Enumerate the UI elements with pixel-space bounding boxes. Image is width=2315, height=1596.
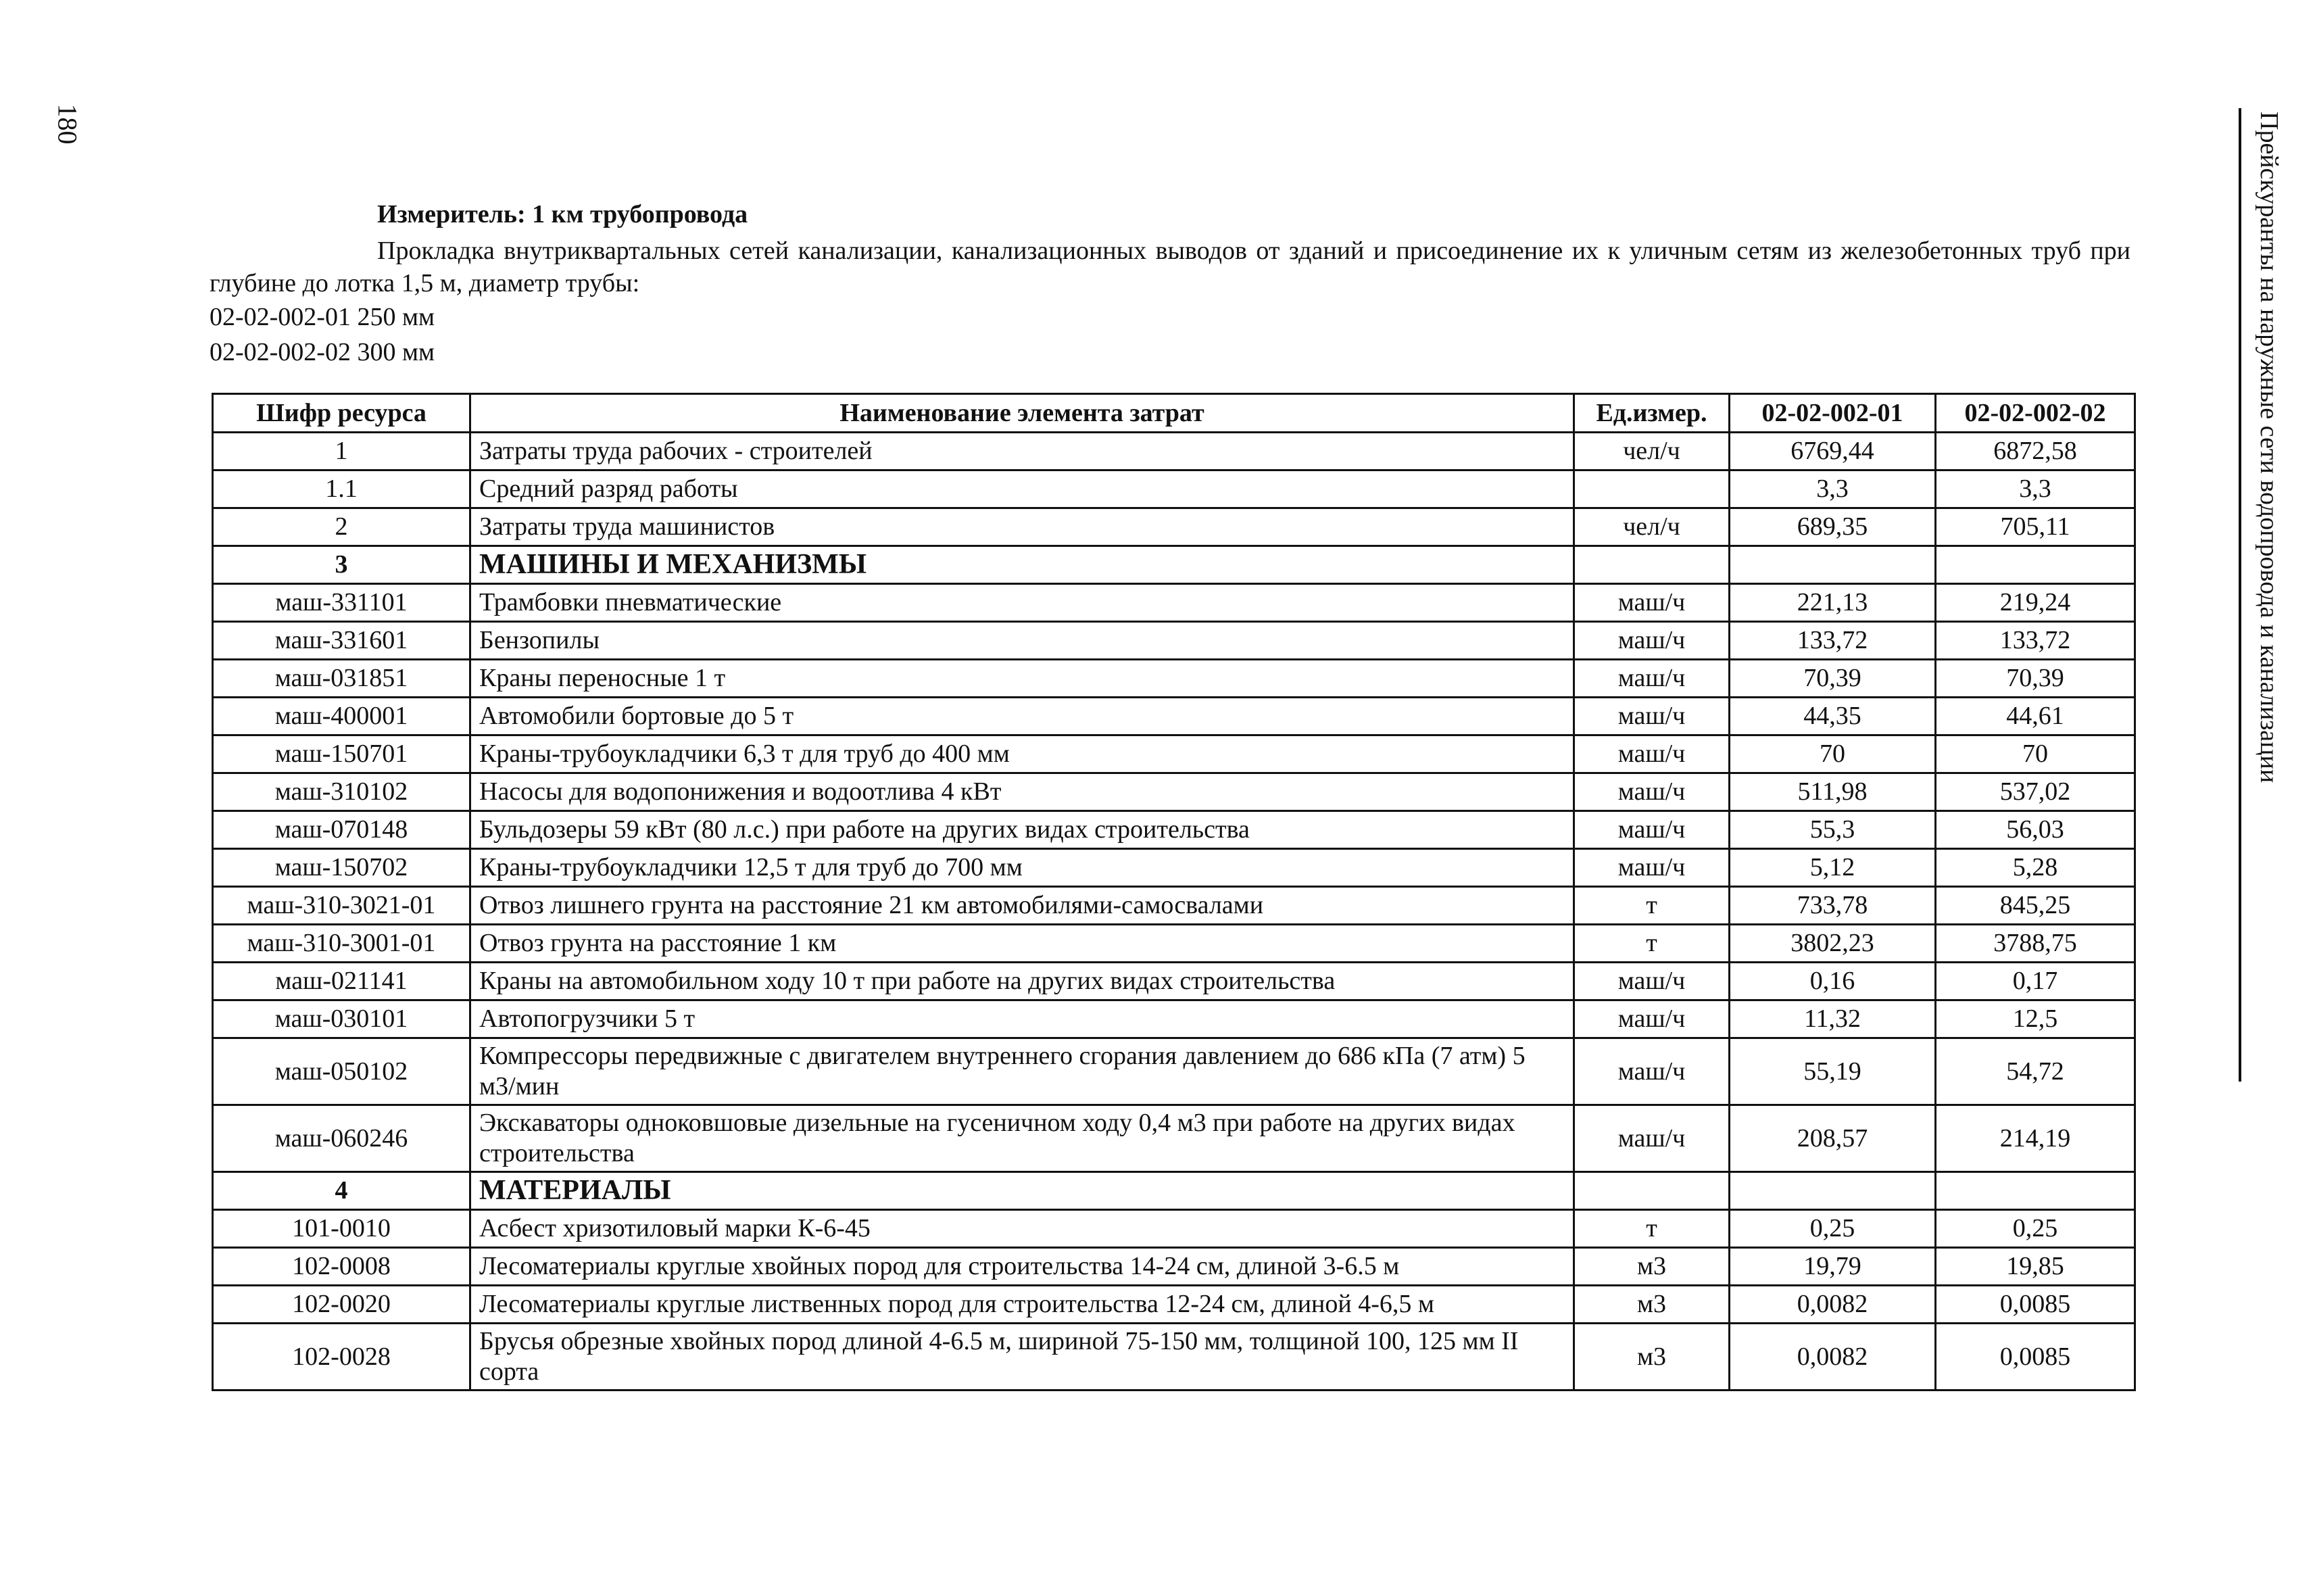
cell-code: маш-060246 <box>213 1105 470 1172</box>
cell-value-1: 208,57 <box>1730 1105 1936 1172</box>
cell-name: Трамбовки пневматические <box>470 584 1574 622</box>
cell-code: маш-150701 <box>213 735 470 773</box>
table-row <box>213 849 2135 887</box>
cell-code: 2 <box>213 508 470 546</box>
cell-value-2: 214,19 <box>1936 1105 2135 1172</box>
cell-value-1: 0,16 <box>1730 963 1936 1000</box>
cell-code: маш-331601 <box>213 622 470 660</box>
table-row <box>213 1286 2135 1324</box>
cell-code: 1 <box>213 433 470 470</box>
cell-value-2: 70,39 <box>1936 660 2135 698</box>
cell-unit: маш/ч <box>1574 1105 1730 1172</box>
cell-name: Затраты труда машинистов <box>470 508 1574 546</box>
cell-code: 1.1 <box>213 470 470 508</box>
cell-name: Краны-трубоукладчики 6,3 т для труб до 400 мм <box>470 735 1574 773</box>
table-row <box>213 660 2135 698</box>
table-row <box>213 584 2135 622</box>
table-row <box>213 470 2135 508</box>
cell-value-2: 19,85 <box>1936 1248 2135 1286</box>
cell-code: 101-0010 <box>213 1210 470 1248</box>
cell-code: маш-400001 <box>213 698 470 735</box>
cell-value-1: 55,19 <box>1730 1038 1936 1105</box>
cell-value-1: 511,98 <box>1730 773 1936 811</box>
cell-unit: маш/ч <box>1574 735 1730 773</box>
cell-unit: т <box>1574 887 1730 925</box>
cell-unit <box>1574 470 1730 508</box>
cell-value-2: 5,28 <box>1936 849 2135 887</box>
cell-code: 102-0020 <box>213 1286 470 1324</box>
cell-unit: м3 <box>1574 1324 1730 1391</box>
table-row <box>213 887 2135 925</box>
table-row <box>213 622 2135 660</box>
col-header-code: Шифр ресурса <box>213 394 470 433</box>
table-row <box>213 811 2135 849</box>
cell-unit: маш/ч <box>1574 773 1730 811</box>
cell-value-2: 845,25 <box>1936 887 2135 925</box>
cell-value-2: 70 <box>1936 735 2135 773</box>
cell-value-2: 3,3 <box>1936 470 2135 508</box>
cell-code: маш-070148 <box>213 811 470 849</box>
cell-value-2 <box>1936 1172 2135 1210</box>
cell-code: 102-0028 <box>213 1324 470 1391</box>
running-title: Прейскуранты на наружные сети водопровода и канализации <box>2255 112 2283 783</box>
cell-code: маш-310-3001-01 <box>213 925 470 963</box>
cell-code: маш-050102 <box>213 1038 470 1105</box>
cell-unit: м3 <box>1574 1286 1730 1324</box>
cell-value-2: 54,72 <box>1936 1038 2135 1105</box>
col-header-value-2: 02-02-002-02 <box>1936 394 2135 433</box>
code-line: 02-02-002-01 250 мм <box>210 303 435 331</box>
cell-name: Краны переносные 1 т <box>470 660 1574 698</box>
cell-code: маш-021141 <box>213 963 470 1000</box>
cell-value-1: 0,0082 <box>1730 1324 1936 1391</box>
table-row <box>213 1210 2135 1248</box>
cell-value-2: 44,61 <box>1936 698 2135 735</box>
cell-name: Затраты труда рабочих - строителей <box>470 433 1574 470</box>
cell-value-2: 3788,75 <box>1936 925 2135 963</box>
code-line: 02-02-002-02 300 мм <box>210 338 435 366</box>
cell-value-2 <box>1936 546 2135 584</box>
cell-value-1: 221,13 <box>1730 584 1936 622</box>
table-header-row <box>213 394 2135 433</box>
cost-table <box>212 393 2136 1391</box>
cell-code: 3 <box>213 546 470 584</box>
table-row <box>213 925 2135 963</box>
cell-value-2: 0,0085 <box>1936 1324 2135 1391</box>
cell-value-2: 0,17 <box>1936 963 2135 1000</box>
cell-name: Компрессоры передвижные с двигателем внутреннего сгорания давлением до 686 кПа (7 атм) 5 м3/мин <box>470 1038 1574 1105</box>
cell-value-1: 3802,23 <box>1730 925 1936 963</box>
cell-unit: т <box>1574 925 1730 963</box>
section-row <box>213 546 2135 584</box>
cell-unit <box>1574 546 1730 584</box>
col-header-unit: Ед.измер. <box>1574 394 1730 433</box>
table-row <box>213 1105 2135 1172</box>
cell-code: маш-030101 <box>213 1000 470 1038</box>
cell-unit: маш/ч <box>1574 660 1730 698</box>
cell-value-2: 219,24 <box>1936 584 2135 622</box>
cell-value-2: 12,5 <box>1936 1000 2135 1038</box>
table-row <box>213 433 2135 470</box>
cell-name: Отвоз грунта на расстояние 1 км <box>470 925 1574 963</box>
cell-value-1: 55,3 <box>1730 811 1936 849</box>
table-row <box>213 1000 2135 1038</box>
cell-name: Краны на автомобильном ходу 10 т при работе на других видах строительства <box>470 963 1574 1000</box>
cell-value-1: 3,3 <box>1730 470 1936 508</box>
cell-code: маш-310-3021-01 <box>213 887 470 925</box>
cell-value-1 <box>1730 546 1936 584</box>
cell-unit: маш/ч <box>1574 698 1730 735</box>
table-row <box>213 1038 2135 1105</box>
table-row <box>213 1248 2135 1286</box>
cell-value-2: 6872,58 <box>1936 433 2135 470</box>
cell-value-1: 70 <box>1730 735 1936 773</box>
cell-value-1: 733,78 <box>1730 887 1936 925</box>
cell-name: Экскаваторы одноковшовые дизельные на гусеничном ходу 0,4 м3 при работе на других видах строительства <box>470 1105 1574 1172</box>
cell-name: Насосы для водопонижения и водоотлива 4 кВт <box>470 773 1574 811</box>
table-row <box>213 508 2135 546</box>
cell-unit: маш/ч <box>1574 584 1730 622</box>
cell-unit: чел/ч <box>1574 433 1730 470</box>
cell-code: 102-0008 <box>213 1248 470 1286</box>
cell-name: Брусья обрезные хвойных пород длиной 4-6.5 м, шириной 75-150 мм, толщиной 100, 125 мм II сорта <box>470 1324 1574 1391</box>
meter-heading: Измеритель: 1 км трубопровода <box>377 200 748 228</box>
cell-value-2: 537,02 <box>1936 773 2135 811</box>
cell-unit: маш/ч <box>1574 1000 1730 1038</box>
cell-value-1: 689,35 <box>1730 508 1936 546</box>
cell-value-1: 5,12 <box>1730 849 1936 887</box>
document-header <box>210 198 2130 370</box>
table-row <box>213 735 2135 773</box>
cell-value-2: 133,72 <box>1936 622 2135 660</box>
cell-code: маш-331101 <box>213 584 470 622</box>
cell-value-1 <box>1730 1172 1936 1210</box>
cell-unit: маш/ч <box>1574 849 1730 887</box>
cell-name: Автопогрузчики 5 т <box>470 1000 1574 1038</box>
col-header-value-1: 02-02-002-01 <box>1730 394 1936 433</box>
cell-value-1: 11,32 <box>1730 1000 1936 1038</box>
work-description: Прокладка внутриквартальных сетей канализации, канализационных выводов от зданий и присоединение их к уличным сетям из железобетонных труб при глубине до лотка 1,5 м, диаметр трубы: <box>210 237 2130 297</box>
cell-code: 4 <box>213 1172 470 1210</box>
cell-value-1: 19,79 <box>1730 1248 1936 1286</box>
cell-code: маш-310102 <box>213 773 470 811</box>
table-row <box>213 963 2135 1000</box>
table-row <box>213 698 2135 735</box>
cell-value-1: 6769,44 <box>1730 433 1936 470</box>
cell-value-2: 705,11 <box>1936 508 2135 546</box>
cell-unit: маш/ч <box>1574 811 1730 849</box>
cell-unit: м3 <box>1574 1248 1730 1286</box>
cell-name: Лесоматериалы круглые хвойных пород для строительства 14-24 см, длиной 3-6.5 м <box>470 1248 1574 1286</box>
cell-value-2: 0,25 <box>1936 1210 2135 1248</box>
side-divider <box>2239 108 2241 1082</box>
cell-code: маш-031851 <box>213 660 470 698</box>
cell-value-2: 0,0085 <box>1936 1286 2135 1324</box>
cell-name: Средний разряд работы <box>470 470 1574 508</box>
cell-name: Бензопилы <box>470 622 1574 660</box>
cell-unit: маш/ч <box>1574 963 1730 1000</box>
cell-value-1: 44,35 <box>1730 698 1936 735</box>
cell-name: Асбест хризотиловый марки К-6-45 <box>470 1210 1574 1248</box>
cell-name: МАШИНЫ И МЕХАНИЗМЫ <box>470 546 1574 584</box>
cell-unit: чел/ч <box>1574 508 1730 546</box>
table-body <box>213 433 2135 1391</box>
cell-value-2: 56,03 <box>1936 811 2135 849</box>
cell-code: маш-150702 <box>213 849 470 887</box>
cell-name: Лесоматериалы круглые лиственных пород для строительства 12-24 см, длиной 4-6,5 м <box>470 1286 1574 1324</box>
cell-unit <box>1574 1172 1730 1210</box>
page-number: 180 <box>52 103 83 145</box>
cell-name: Краны-трубоукладчики 12,5 т для труб до 700 мм <box>470 849 1574 887</box>
cell-name: Автомобили бортовые до 5 т <box>470 698 1574 735</box>
cell-unit: т <box>1574 1210 1730 1248</box>
table-row <box>213 1324 2135 1391</box>
cell-value-1: 133,72 <box>1730 622 1936 660</box>
cell-name: Отвоз лишнего грунта на расстояние 21 км автомобилями-самосвалами <box>470 887 1574 925</box>
section-row <box>213 1172 2135 1210</box>
code-list <box>210 299 2130 370</box>
cell-name: МАТЕРИАЛЫ <box>470 1172 1574 1210</box>
cell-name: Бульдозеры 59 кВт (80 л.с.) при работе на других видах строительства <box>470 811 1574 849</box>
cell-unit: маш/ч <box>1574 622 1730 660</box>
cell-value-1: 0,25 <box>1730 1210 1936 1248</box>
cell-value-1: 70,39 <box>1730 660 1936 698</box>
table-row <box>213 773 2135 811</box>
col-header-name: Наименование элемента затрат <box>470 394 1574 433</box>
cell-unit: маш/ч <box>1574 1038 1730 1105</box>
cell-value-1: 0,0082 <box>1730 1286 1936 1324</box>
